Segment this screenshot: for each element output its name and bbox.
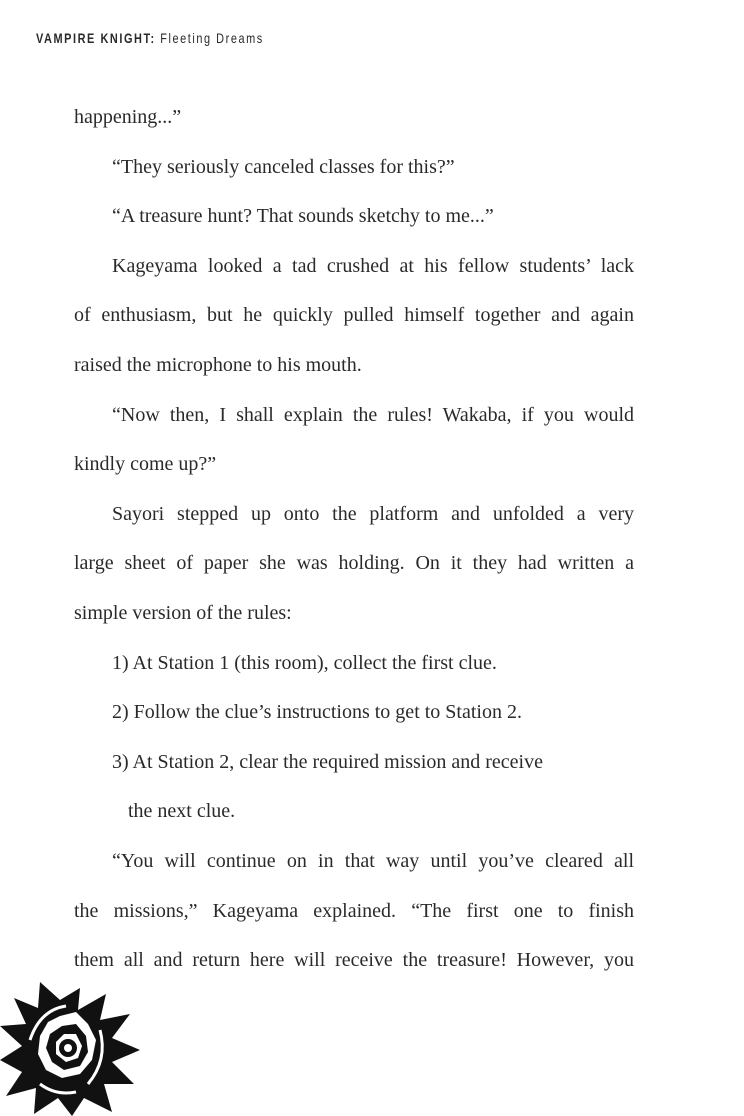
text-line: large sheet of paper she was holding. On it they had written a <box>74 552 634 575</box>
text-line: “You will continue on in that way until you’ve cleared all <box>112 849 634 872</box>
page-text <box>74 96 634 989</box>
text-line: “A treasure hunt? That sounds sketchy to me...” <box>112 205 494 228</box>
text-line: raised the microphone to his mouth. <box>74 353 362 376</box>
text-line: simple version of the rules: <box>74 601 292 624</box>
text-line: Sayori stepped up onto the platform and unfolded a very <box>112 502 634 525</box>
book-subtitle: Fleeting Dreams <box>160 30 264 46</box>
text-line: of enthusiasm, but he quickly pulled himself together and again <box>74 304 634 327</box>
series-title: VAMPIRE KNIGHT: <box>36 30 156 46</box>
text-line: kindly come up?” <box>74 453 217 476</box>
rose-ornament-icon <box>0 980 140 1116</box>
text-line: happening...” <box>74 106 182 128</box>
text-line: Kageyama looked a tad crushed at his fellow students’ lack <box>112 254 634 277</box>
rule-item: 3) At Station 2, clear the required mission and receive <box>112 750 543 773</box>
text-line: them all and return here will receive the treasure! However, you <box>74 949 634 972</box>
rule-item-continuation: the next clue. <box>128 800 236 823</box>
rule-item: 2) Follow the clue’s instructions to get to Station 2. <box>112 701 522 724</box>
running-header <box>36 30 264 46</box>
text-line: “Now then, I shall explain the rules! Wakaba, if you would <box>112 403 634 426</box>
text-line: “They seriously canceled classes for this?” <box>112 155 455 178</box>
text-line: the missions,” Kageyama explained. “The first one to finish <box>74 899 634 922</box>
rule-item: 1) At Station 1 (this room), collect the first clue. <box>112 651 497 674</box>
